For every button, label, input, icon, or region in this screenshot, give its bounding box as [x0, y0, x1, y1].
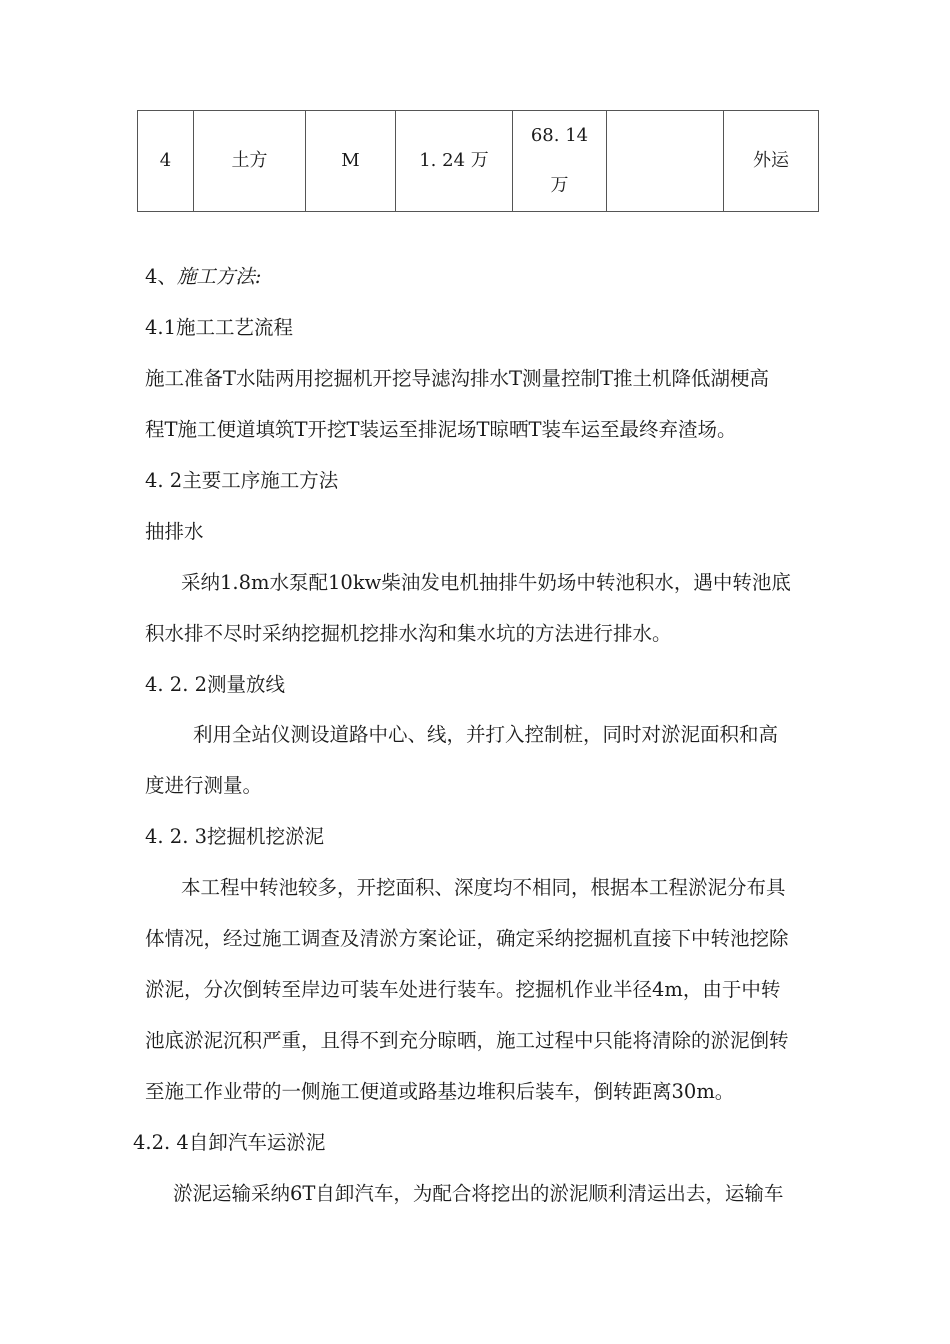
section-number: 4、 [145, 265, 177, 288]
paragraph-line: 采纳1.8m水泵配10kw柴油发电机抽排牛奶场中转池积水，遇中转池底 [181, 571, 791, 594]
cell-name: 土方 [194, 111, 306, 212]
heading-pump: 抽排水 [145, 520, 204, 543]
paragraph-line: 度进行测量。 [145, 774, 263, 797]
paragraph-line: 施工准备T水陆两用挖掘机开挖导滤沟排水T测量控制T推土机降低湖梗高 [145, 367, 770, 390]
paragraph-line: 至施工作业带的一侧施工便道或路基边堆积后装车，倒转距离30m。 [145, 1080, 735, 1103]
section-heading [145, 264, 262, 290]
paragraph-line: 利用全站仪测设道路中心、线，并打入控制桩，同时对淤泥面积和高 [193, 723, 779, 746]
cell-blank [607, 111, 724, 212]
paragraph-line: 体情况，经过施工调查及清淤方案论证，确定采纳挖掘机直接下中转池挖除 [145, 927, 789, 950]
cell-no: 4 [138, 111, 194, 212]
heading-4-1: 4.1施工工艺流程 [145, 316, 294, 339]
cell-unit: M [306, 111, 396, 212]
heading-4-2-3: 4. 2. 3挖掘机挖淤泥 [145, 825, 325, 848]
heading-4-2: 4. 2主要工序施工方法 [145, 469, 339, 492]
cell-remark: 外运 [724, 111, 819, 212]
paragraph-line: 程T施工便道填筑T开挖T装运至排泥场T晾晒T装车运至最终弃渣场。 [145, 418, 737, 441]
cell-quantity: 1. 24 万 [396, 111, 513, 212]
section-title: 施工方法: [176, 265, 262, 288]
paragraph-line: 池底淤泥沉积严重，且得不到充分晾晒，施工过程中只能将清除的淤泥倒转 [145, 1029, 789, 1052]
quantity-table [137, 110, 819, 212]
heading-4-2-4: 4.2. 4自卸汽车运淤泥 [133, 1131, 326, 1154]
cell-amount-line2: 万 [550, 175, 569, 196]
paragraph-line: 淤泥，分次倒转至岸边可装车处进行装车。挖掘机作业半径4m，由于中转 [145, 978, 781, 1001]
heading-4-2-2: 4. 2. 2测量放线 [145, 673, 286, 696]
cell-amount-line1: 68. 14 [530, 125, 589, 146]
paragraph-line: 淤泥运输采纳6T自卸汽车，为配合将挖出的淤泥顺利清运出去，运输车 [173, 1182, 784, 1205]
table-row [138, 111, 819, 212]
paragraph-line: 本工程中转池较多，开挖面积、深度均不相同，根据本工程淤泥分布具 [181, 876, 786, 899]
paragraph-line: 积水排不尽时采纳挖掘机挖排水沟和集水坑的方法进行排水。 [145, 622, 672, 645]
cell-amount [513, 111, 607, 212]
